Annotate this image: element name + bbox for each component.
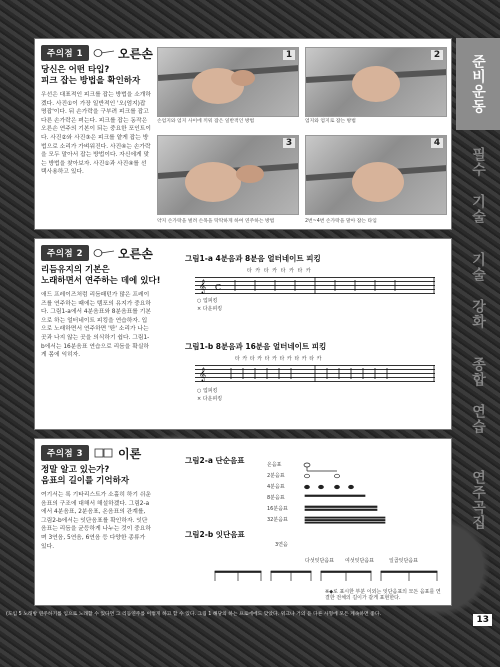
side-tab-practice[interactable]: 종합 연습	[470, 356, 486, 434]
note-tree	[267, 461, 387, 531]
figure-2b-title: 그림2-b 잇단음표	[185, 530, 245, 539]
section-3-header	[41, 445, 141, 461]
section-1-header	[41, 45, 153, 61]
hand-photo-icon	[158, 136, 299, 215]
tuplet-label-5: 다섯잇단음표	[305, 558, 334, 564]
section-1-label: 오른손	[118, 46, 153, 61]
svg-text:C: C	[215, 283, 222, 292]
note-label-quarter: 4분음표	[267, 484, 285, 490]
section-2-label: 오른손	[118, 246, 153, 261]
side-tab-warmup[interactable]: 준비운동	[456, 38, 500, 130]
note-label-whole: 온음표	[267, 462, 282, 468]
hand-photo-icon	[306, 48, 447, 117]
tuplet-label-6: 여섯잇단음표	[345, 558, 374, 564]
photo-1: 1	[157, 47, 299, 117]
figure-1b-title: 그림1-b 8분음과 16분음 얼터네이트 피킹	[185, 342, 327, 351]
photo-4-caption: 2번~4번 손가락을 말아 잡는 타입	[305, 219, 377, 224]
figure-1b-legend-up: ○ 업피킹	[197, 388, 218, 394]
tuplet-label-3: 3연음	[275, 542, 288, 548]
hand-photo-icon	[306, 136, 447, 215]
notes-icon	[195, 277, 435, 294]
section-2-panel	[34, 238, 452, 430]
note-tree-icon	[297, 461, 387, 529]
figure-1a-legend-down: × 다운피킹	[197, 306, 223, 312]
photo-2-caption: 엄지와 엄지로 잡는 방법	[305, 119, 356, 124]
photo-2: 2	[305, 47, 447, 117]
footer-note: (도입 5 노래방 연주하기를 입으로 노래할 수 있다면 그 리듬연주를 이렇게 하고 할 수 있다. 그림 1 해당의 하는 프로에에도 맞았다. 워크나 거의 듣 다른 사형에 모든 계속하면 좋다.	[6, 612, 381, 617]
figure-1a-legend-up: ○ 업피킹	[197, 298, 218, 304]
note-label-sixteenth: 16분음표	[267, 506, 288, 512]
figure-2a-title: 그림2-a 단순음표	[185, 456, 245, 465]
side-tab-essential[interactable]: 필수 기술	[470, 146, 486, 224]
guitar-icon	[93, 48, 115, 58]
note-label-thirtysecond: 32분음표	[267, 517, 288, 523]
tuplet-label-7: 일곱잇단음표	[389, 558, 418, 564]
guitar-icon	[93, 248, 115, 258]
side-tab-songs[interactable]: 연주곡집	[470, 470, 486, 530]
section-3-panel	[34, 438, 452, 606]
figure-1b-legend-down: × 다운피킹	[197, 396, 223, 402]
photo-4: 4	[305, 135, 447, 215]
tuplet-notes-icon	[211, 567, 441, 585]
figure-1a-title: 그림1-a 4분음과 8분음 얼터네이트 피킹	[185, 254, 321, 263]
page-number: 13	[473, 614, 492, 626]
section-2-badge: 주의점 2	[41, 245, 89, 261]
photo-3-caption: 약지 손가락을 벌려 손목을 딱딱하게 하여 연주하는 방법	[157, 219, 275, 224]
figure-1b-staff	[195, 365, 435, 382]
section-1-subtitle: 당신은 어떤 타입? 피크 잡는 방법을 확인하자	[41, 65, 141, 86]
note-label-eighth: 8분음표	[267, 495, 285, 501]
notes-icon	[195, 365, 435, 382]
book-icon	[93, 448, 115, 458]
section-3-body: 여기서는 록 기타리스트가 소홀히 하기 쉬운 음표의 구조에 대해서 해설하겠다. 그림2-a에서 4분음표, 2분음표, 온음표의 관계를, 그림2-b에서는 잇단음표를 확인하자. 잇단음표는 리듬을 균등하게 나누는 것이 중요하며 3연음, 5연음, 6연음 등 다양한 종류가 있다.	[41, 492, 151, 550]
figure-2b-note: ※◆로 표시한 부분 이외는 잇단음표의 모든 음표를 연결한 전체의 길이가 같게 표현한다.	[325, 589, 441, 601]
section-1-body: 우선은 대표적인 피크를 잡는 방법을 소개하겠다. 사진①이 가장 일반적인 '오(엄지)잡 명잡'이다. 뒤 손가락을 구부려 피크를 잡고 다른 손가락은 펴는다. 피크를 잡는 동작은 오른손 연주의 기본이 되는 중요한 포인트이다. 사진②와 사진③은 피크를 얕게 잡는 방법으로 소리가 가벼워진다. 사진④는 손가락을 모두 말아서 잡는 방법이다. 자신에게 맞는 방법을 찾아보자. 사진①과 사진④를 선택사용하고 있다.	[41, 92, 151, 176]
side-tab-advanced[interactable]: 기술 강화	[470, 251, 486, 329]
section-1-panel	[34, 38, 452, 230]
figure-1a-staff	[195, 277, 435, 294]
hand-photo-icon	[158, 48, 299, 117]
photo-1-caption: 손엄지와 엄지 사이에 끼워 잡은 일반적인 방법	[157, 119, 255, 124]
section-3-badge: 주의점 3	[41, 445, 89, 461]
figure-1b-count: 타 카 타 카 타 카 타 카 타 카 타 카	[235, 356, 322, 362]
svg-text:𝄞: 𝄞	[199, 367, 207, 381]
photo-3: 3	[157, 135, 299, 215]
section-3-label: 이론	[118, 446, 142, 461]
note-label-half: 2분음표	[267, 473, 285, 479]
figure-1a-count: 타 카 타 카 타 카 타 카	[247, 268, 312, 274]
section-2-subtitle: 리듬유지의 기본은 노래하면서 연주하는 데에 있다!	[41, 265, 161, 286]
section-2-header	[41, 245, 153, 261]
section-3-subtitle: 정말 알고 있는가? 음표의 길이를 기억하자	[41, 465, 130, 486]
svg-text:𝄞: 𝄞	[199, 279, 207, 293]
section-2-body: 애드 프레이즈처럼 리듬패턴가 많은 프레이즈를 연주하는 때에는 템포의 유지가 중요하다. 그림1-a에서 4분음표와 8분음표를 기본으로 하는 얼터네이트 피킹을 연습하자. 입으로 노래하면서 연주하면 '딴' 소리가 나는 곳과 나지 않는 곳을 의식하기 쉽다. 그림1-b에서는 16분음표 연습으로 리듬을 확실하게 몸에 익히자.	[41, 292, 151, 359]
section-1-badge: 주의점 1	[41, 45, 89, 61]
